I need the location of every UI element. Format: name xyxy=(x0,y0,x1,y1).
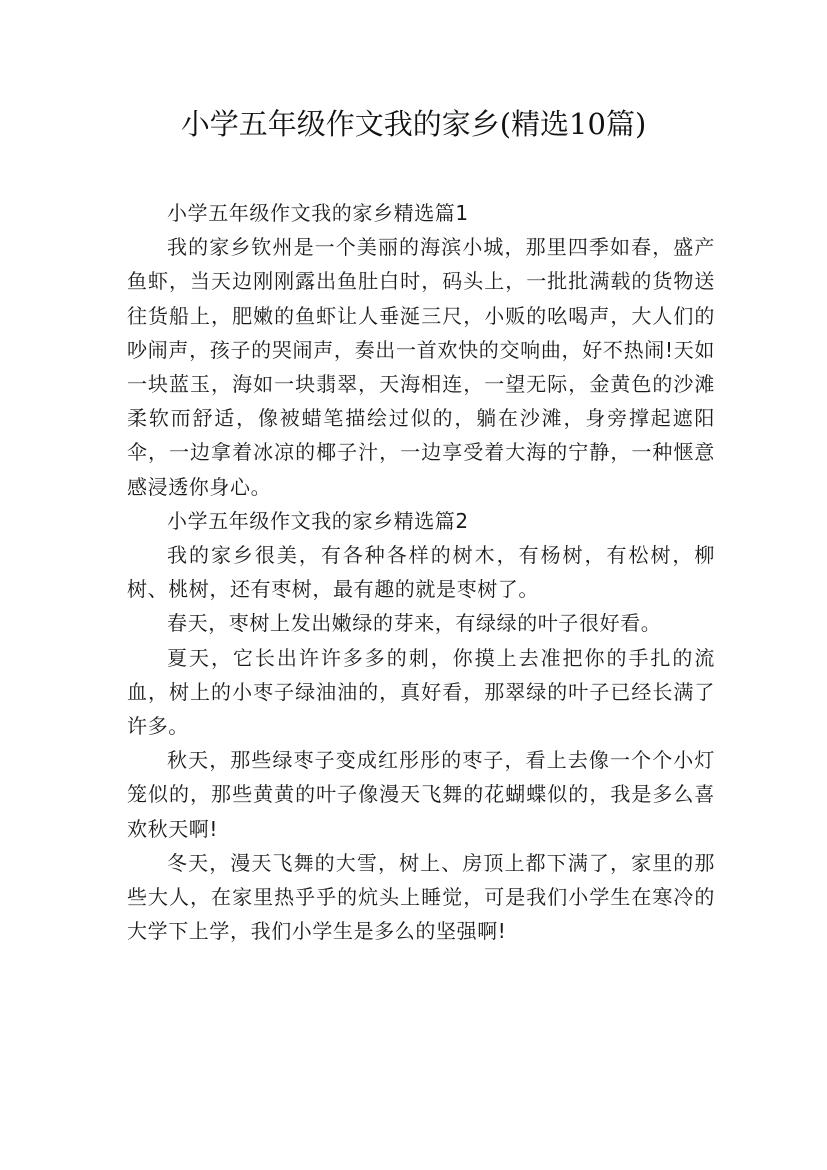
section-heading: 小学五年级作文我的家乡精选篇1 xyxy=(167,201,469,225)
document-title: 小学五年级作文我的家乡(精选10篇) xyxy=(180,107,647,141)
body-paragraph: 冬天，漫天飞舞的大雪，树上、房顶上都下满了，家里的那些大人，在家里热乎乎的炕头上睡觉，可是我们小学生在寒冷的大学下上学，我们小学生是多么的坚强啊! xyxy=(127,850,715,944)
body-paragraph: 秋天，那些绿枣子变成红彤彤的枣子，看上去像一个个小灯笼似的，那些黄黄的叶子像漫天飞舞的花蝴蝶似的，我是多么喜欢秋天啊! xyxy=(127,748,715,841)
body-paragraph: 春天，枣树上发出嫩绿的芽来，有绿绿的叶子很好看。 xyxy=(167,611,662,636)
document-body xyxy=(127,196,715,948)
section-heading: 小学五年级作文我的家乡精选篇2 xyxy=(167,508,469,533)
body-paragraph: 我的家乡很美，有各种各样的树木，有杨树，有松树，柳树、桃树，还有枣树，最有趣的就是枣树了。 xyxy=(127,543,715,602)
body-paragraph: 夏天，它长出许许多多的刺，你摸上去准把你的手扎的流血，树上的小枣子绿油油的，真好看，那翠绿的叶子已经长满了许多。 xyxy=(127,645,715,739)
body-paragraph: 我的家乡钦州是一个美丽的海滨小城，那里四季如春，盛产鱼虾，当天边刚刚露出鱼肚白时，码头上，一批批满载的货物送往货船上，肥嫩的鱼虾让人垂涎三尺，小贩的吆喝声，大人们的吵闹声，孩子的哭闹声，奏出一首欢快的交响曲，好不热闹!天如一块蓝玉，海如一块翡翠，天海相连，一望无际，金黄色的沙滩柔软而舒适，像被蜡笔描绘过似的，躺在沙滩，身旁撑起遮阳伞，一边拿着冰凉的椰子汁，一边享受着大海的宁静，一种惬意感浸透你身心。 xyxy=(127,235,715,499)
